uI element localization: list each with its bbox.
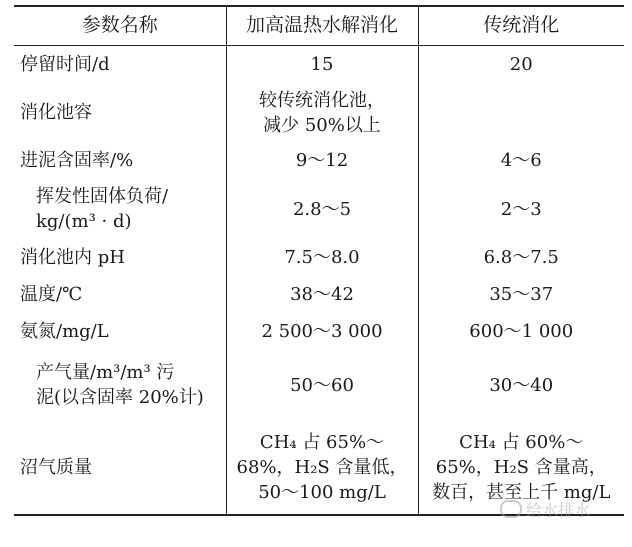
cell-text-line: 50～60 [290,374,354,396]
table-row [14,350,624,420]
cell-text-line: 2.8～5 [292,198,352,220]
cell-parameter-name [14,141,226,179]
cell-text-line: 沼气质量 [20,456,92,478]
table-row [14,313,624,350]
cell-text-line: 6.8～7.5 [483,247,559,268]
cell-text-line: 挥发性固体负荷/ [36,186,169,207]
header-traditional-digestion: 传统消化 [418,6,624,45]
cell-parameter-name [14,313,226,350]
table-row [14,276,624,313]
cell-traditional-value [418,141,624,179]
cell-traditional-value [418,45,624,84]
cell-text-line: 温度/℃ [20,284,83,305]
cell-text-line: 较传统消化池， [259,89,385,111]
table-row [14,239,624,276]
table-body [14,45,624,515]
cell-text-line: 消化池内 pH [20,247,125,268]
cell-high-temp-value [226,179,418,239]
cell-text-line: 30～40 [489,374,554,396]
cell-text-line: 减少 50%以上 [263,114,381,136]
cell-parameter-name [14,179,226,239]
cell-traditional-value [418,350,624,420]
table-row [14,45,624,84]
cell-text-line: 进泥含固率/% [20,149,134,171]
cell-high-temp-value [226,313,418,350]
table-row [14,84,624,141]
comparison-table-container [14,5,624,516]
cell-traditional-value [418,84,624,141]
cell-text-line: 4～6 [500,149,542,171]
cell-text-line: 产气量/m³/m³ 污 [36,362,175,383]
cell-text-line: CH₄ 占 60%～ [459,431,584,453]
cell-high-temp-value [226,45,418,84]
cell-high-temp-value [226,239,418,276]
cell-text-line: 消化池容 [20,102,92,123]
cell-parameter-name [14,239,226,276]
cell-text-line: 氨氮/mg/L [20,321,109,342]
cell-traditional-value [418,179,624,239]
watermark [500,498,590,521]
cell-text-line: 泥(以含固率 20%计) [36,387,204,408]
cell-text-line: 2～3 [500,198,542,220]
cell-text-line: 9～12 [295,149,349,171]
cell-high-temp-value [226,350,418,420]
table-row [14,179,624,239]
wechat-icon [500,500,522,518]
cell-high-temp-value [226,276,418,313]
cell-traditional-value [418,276,624,313]
table-header-row [14,6,624,45]
cell-text-line: 15 [310,54,334,76]
cell-text-line: kg/(m³ · d) [36,211,132,232]
cell-traditional-value [418,313,624,350]
cell-high-temp-value [226,420,418,515]
cell-text-line: 停留时间/d [20,54,110,76]
cell-parameter-name [14,45,226,84]
cell-high-temp-value [226,141,418,179]
cell-text-line: 68%，H₂S 含量低， [236,456,408,478]
header-parameter-name: 参数名称 [14,6,226,45]
header-high-temp-digestion: 加高温热水解消化 [226,6,418,45]
cell-text-line: 20 [509,54,533,76]
cell-text-line: 7.5～8.0 [284,247,360,268]
cell-traditional-value [418,239,624,276]
watermark-text: 给水排水 [526,501,591,520]
cell-parameter-name [14,84,226,141]
cell-text-line: 35～37 [489,284,554,305]
cell-text-line: 数百，甚至上千 mg/L [432,481,611,503]
cell-text-line: 38～42 [290,284,354,305]
cell-parameter-name [14,276,226,313]
cell-parameter-name [14,350,226,420]
cell-text-line: 50～100 mg/L [258,481,386,503]
cell-text-line: 600～1 000 [469,321,574,342]
table-row [14,141,624,179]
cell-high-temp-value [226,84,418,141]
cell-text-line: 2 500～3 000 [261,321,383,342]
cell-text-line: CH₄ 占 65%～ [259,431,385,453]
cell-parameter-name [14,420,226,515]
cell-text-line: 65%，H₂S 含量高， [435,456,607,478]
comparison-table [14,5,624,516]
